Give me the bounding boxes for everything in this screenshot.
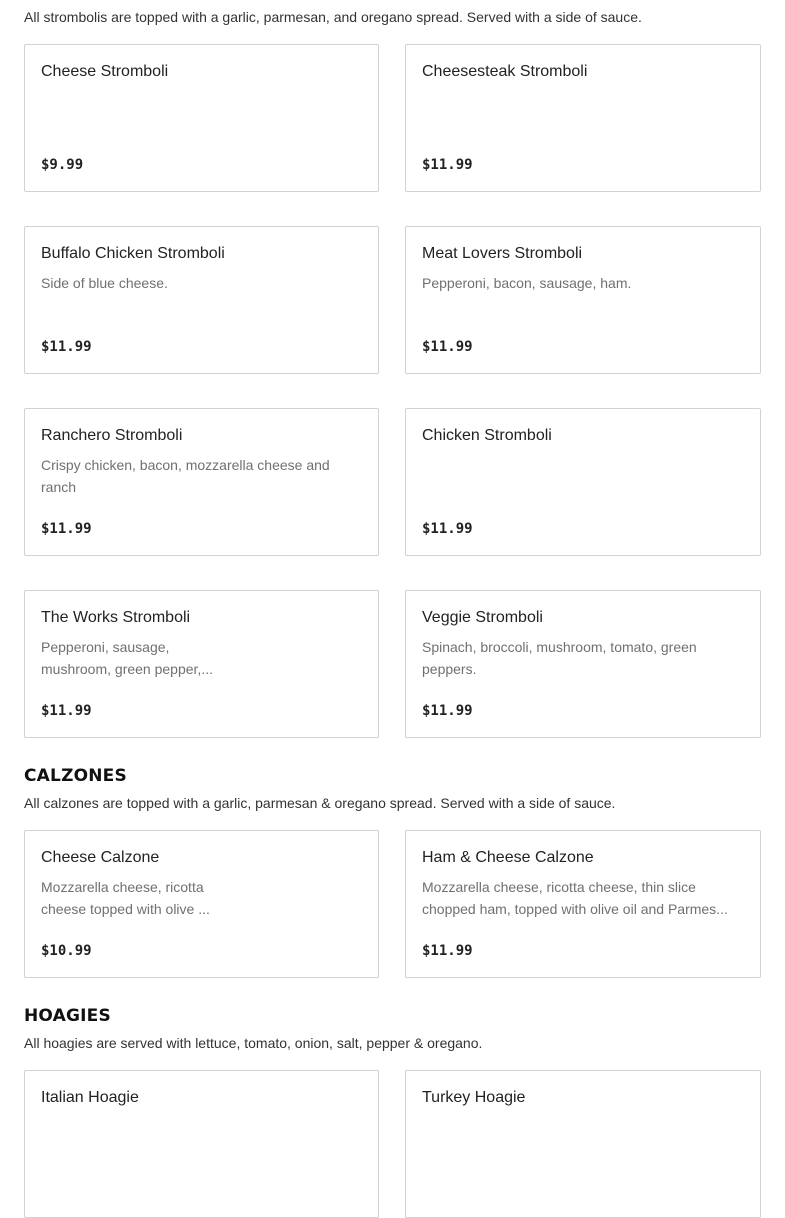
menu-item-card[interactable] [405, 44, 761, 192]
item-name: Cheese Stromboli [41, 63, 169, 80]
item-price: $9.99 [41, 157, 84, 173]
item-price: $11.99 [41, 339, 92, 355]
item-price: $11.99 [41, 521, 92, 537]
item-name: Veggie Stromboli [422, 609, 543, 626]
section-title: HOAGIES [24, 1006, 111, 1026]
menu-item-card[interactable] [405, 590, 761, 738]
item-price: $11.99 [422, 339, 473, 355]
menu-item-card[interactable] [24, 408, 379, 556]
menu-item-card[interactable] [405, 1070, 761, 1218]
menu-item-card[interactable] [405, 226, 761, 374]
menu-item-card[interactable] [24, 590, 379, 738]
item-name: The Works Stromboli [41, 609, 191, 626]
item-price: $11.99 [422, 943, 473, 959]
item-price: $11.99 [422, 703, 473, 719]
item-name: Italian Hoagie [41, 1089, 139, 1106]
item-description: Crispy chicken, bacon, mozzarella cheese and ranch [41, 457, 330, 495]
item-description: Mozzarella cheese, ricotta cheese, thin slice chopped ham, topped with olive oil and Parmes... [422, 879, 728, 917]
item-price: $11.99 [422, 157, 473, 173]
item-name: Cheesesteak Stromboli [422, 63, 588, 80]
item-description: Mozzarella cheese, ricotta cheese topped with olive ... [41, 879, 210, 917]
item-description: Pepperoni, sausage, mushroom, green pepper,... [41, 639, 213, 677]
section-description: All hoagies are served with lettuce, tomato, onion, salt, pepper & oregano. [24, 1035, 483, 1051]
item-price: $10.99 [41, 943, 92, 959]
section-description: All calzones are topped with a garlic, parmesan & oregano spread. Served with a side of sauce. [24, 795, 616, 811]
item-name: Cheese Calzone [41, 849, 160, 866]
item-name: Chicken Stromboli [422, 427, 552, 444]
item-name: Turkey Hoagie [422, 1089, 526, 1106]
menu-item-card[interactable] [24, 1070, 379, 1218]
hoagies-section [24, 1006, 761, 1053]
item-description: Pepperoni, bacon, sausage, ham. [422, 275, 632, 291]
item-name: Ranchero Stromboli [41, 427, 183, 444]
menu-item-card[interactable] [24, 226, 379, 374]
item-price: $11.99 [41, 703, 92, 719]
item-name: Meat Lovers Stromboli [422, 245, 583, 262]
menu-item-card[interactable] [24, 830, 379, 978]
menu-item-card[interactable] [405, 830, 761, 978]
calzones-section [24, 766, 761, 813]
item-description: Spinach, broccoli, mushroom, tomato, green peppers. [422, 639, 697, 677]
item-name: Buffalo Chicken Stromboli [41, 245, 225, 262]
item-description: Side of blue cheese. [41, 275, 168, 291]
section-title: CALZONES [24, 766, 127, 786]
menu-item-card[interactable] [24, 44, 379, 192]
stromboli-description: All strombolis are topped with a garlic, parmesan, and oregano spread. Served with a side of sauce. [24, 9, 642, 25]
stromboli-section [24, 7, 761, 27]
menu-item-card[interactable] [405, 408, 761, 556]
item-name: Ham & Cheese Calzone [422, 849, 594, 866]
item-price: $11.99 [422, 521, 473, 537]
